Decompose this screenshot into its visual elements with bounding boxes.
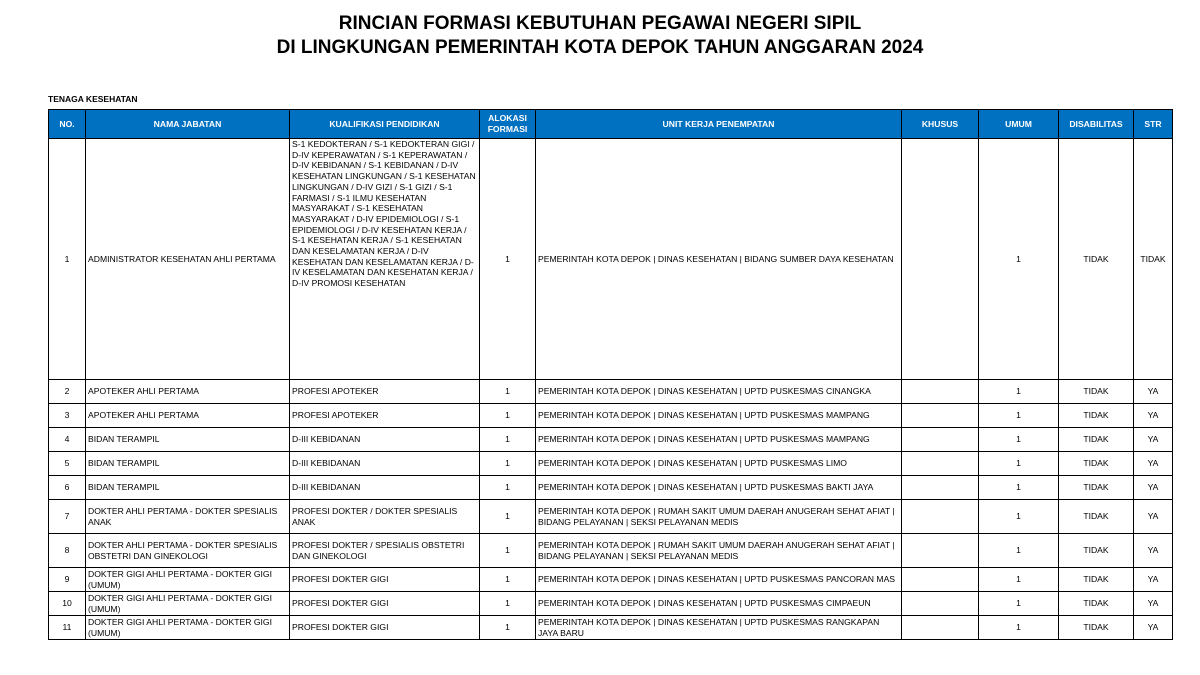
cell-kualifikasi: PROFESI DOKTER GIGI [290,568,480,592]
cell-disabilitas: TIDAK [1059,404,1134,428]
cell-umum: 1 [979,139,1059,380]
cell-disabilitas: TIDAK [1059,592,1134,616]
cell-no: 7 [49,500,86,534]
table-row [49,592,1173,616]
cell-disabilitas: TIDAK [1059,616,1134,640]
header-row [49,110,1173,139]
cell-umum: 1 [979,428,1059,452]
document-title [0,12,1200,60]
cell-umum: 1 [979,476,1059,500]
cell-alokasi: 1 [480,404,536,428]
cell-nama-jabatan: APOTEKER AHLI PERTAMA [86,404,290,428]
cell-umum: 1 [979,592,1059,616]
cell-str: YA [1134,592,1173,616]
table-row [49,568,1173,592]
cell-alokasi: 1 [480,428,536,452]
col-header-umum: UMUM [979,110,1059,139]
cell-khusus [902,404,979,428]
cell-kualifikasi: D-III KEBIDANAN [290,476,480,500]
cell-no: 10 [49,592,86,616]
cell-umum: 1 [979,616,1059,640]
cell-unit-kerja: PEMERINTAH KOTA DEPOK | DINAS KESEHATAN | UPTD PUSKESMAS MAMPANG [536,428,902,452]
table-row [49,534,1173,568]
col-header-kualifikasi: KUALIFIKASI PENDIDIKAN [290,110,480,139]
table-row [49,452,1173,476]
cell-nama-jabatan: ADMINISTRATOR KESEHATAN AHLI PERTAMA [86,139,290,380]
cell-str: YA [1134,404,1173,428]
cell-unit-kerja: PEMERINTAH KOTA DEPOK | DINAS KESEHATAN | UPTD PUSKESMAS CIMPAEUN [536,592,902,616]
cell-nama-jabatan: BIDAN TERAMPIL [86,428,290,452]
cell-umum: 1 [979,534,1059,568]
cell-alokasi: 1 [480,380,536,404]
cell-str: YA [1134,500,1173,534]
cell-kualifikasi: S-1 KEDOKTERAN / S-1 KEDOKTERAN GIGI / D-IV KEPERAWATAN / S-1 KEPERAWATAN / D-IV KEBIDANAN / S-1 KEBIDANAN / D-IV KESEHATAN LINGKUNGAN / S-1 KESEHATAN LINGKUNGAN / D-IV GIZI / S-1 GIZI / S-1 FARMASI / S-1 ILMU KESEHATAN MASYARAKAT / S-1 KESEHATAN MASYARAKAT / D-IV EPIDEMIOLOGI / S-1 EPIDEMIOLOGI / D-IV KESEHATAN KERJA / S-1 KESEHATAN KERJA / S-1 KESEHATAN DAN KESELAMATAN KERJA / D-IV KESEHATAN DAN KESELAMATAN KERJA / D-IV KESELAMATAN DAN KESEHATAN KERJA / D-IV PROMOSI KESEHATAN [290,139,480,380]
cell-disabilitas: TIDAK [1059,568,1134,592]
cell-str: YA [1134,568,1173,592]
cell-alokasi: 1 [480,500,536,534]
table-row [49,380,1173,404]
cell-khusus [902,592,979,616]
cell-unit-kerja: PEMERINTAH KOTA DEPOK | RUMAH SAKIT UMUM DAERAH ANUGERAH SEHAT AFIAT | BIDANG PELAYANAN | SEKSI PELAYANAN MEDIS [536,534,902,568]
table-row [49,428,1173,452]
cell-str: YA [1134,428,1173,452]
cell-no: 9 [49,568,86,592]
col-header-nama-jabatan: NAMA JABATAN [86,110,290,139]
cell-nama-jabatan: DOKTER GIGI AHLI PERTAMA - DOKTER GIGI (UMUM) [86,568,290,592]
formasi-table [48,109,1173,640]
cell-kualifikasi: D-III KEBIDANAN [290,428,480,452]
cell-unit-kerja: PEMERINTAH KOTA DEPOK | DINAS KESEHATAN | UPTD PUSKESMAS CINANGKA [536,380,902,404]
cell-umum: 1 [979,380,1059,404]
cell-unit-kerja: PEMERINTAH KOTA DEPOK | DINAS KESEHATAN | BIDANG SUMBER DAYA KESEHATAN [536,139,902,380]
col-header-no: NO. [49,110,86,139]
cell-no: 8 [49,534,86,568]
cell-khusus [902,380,979,404]
cell-khusus [902,452,979,476]
cell-str: YA [1134,380,1173,404]
cell-khusus [902,534,979,568]
cell-kualifikasi: PROFESI DOKTER GIGI [290,616,480,640]
cell-alokasi: 1 [480,534,536,568]
cell-kualifikasi: PROFESI DOKTER GIGI [290,592,480,616]
col-header-alokasi-line2: FORMASI [487,124,528,134]
cell-str: YA [1134,476,1173,500]
cell-nama-jabatan: DOKTER GIGI AHLI PERTAMA - DOKTER GIGI (UMUM) [86,592,290,616]
title-line-1: RINCIAN FORMASI KEBUTUHAN PEGAWAI NEGERI SIPIL [338,13,862,34]
cell-nama-jabatan: APOTEKER AHLI PERTAMA [86,380,290,404]
table-row [49,139,1173,380]
cell-khusus [902,139,979,380]
cell-disabilitas: TIDAK [1059,534,1134,568]
table-row [49,404,1173,428]
cell-alokasi: 1 [480,452,536,476]
cell-unit-kerja: PEMERINTAH KOTA DEPOK | DINAS KESEHATAN | UPTD PUSKESMAS PANCORAN MAS [536,568,902,592]
cell-disabilitas: TIDAK [1059,500,1134,534]
cell-khusus [902,428,979,452]
cell-alokasi: 1 [480,139,536,380]
col-header-alokasi [480,110,536,139]
cell-no: 5 [49,452,86,476]
title-line-2: DI LINGKUNGAN PEMERINTAH KOTA DEPOK TAHUN ANGGARAN 2024 [276,37,924,58]
cell-no: 6 [49,476,86,500]
cell-disabilitas: TIDAK [1059,428,1134,452]
cell-khusus [902,476,979,500]
cell-nama-jabatan: DOKTER AHLI PERTAMA - DOKTER SPESIALIS ANAK [86,500,290,534]
cell-nama-jabatan: BIDAN TERAMPIL [86,476,290,500]
cell-unit-kerja: PEMERINTAH KOTA DEPOK | DINAS KESEHATAN | UPTD PUSKESMAS MAMPANG [536,404,902,428]
cell-khusus [902,616,979,640]
cell-umum: 1 [979,404,1059,428]
col-header-str: STR [1134,110,1173,139]
cell-disabilitas: TIDAK [1059,476,1134,500]
cell-kualifikasi: PROFESI DOKTER / SPESIALIS OBSTETRI DAN GINEKOLOGI [290,534,480,568]
cell-disabilitas: TIDAK [1059,139,1134,380]
cell-unit-kerja: PEMERINTAH KOTA DEPOK | DINAS KESEHATAN | UPTD PUSKESMAS LIMO [536,452,902,476]
cell-no: 11 [49,616,86,640]
cell-no: 2 [49,380,86,404]
cell-str: YA [1134,616,1173,640]
cell-alokasi: 1 [480,476,536,500]
cell-nama-jabatan: BIDAN TERAMPIL [86,452,290,476]
col-header-unit-kerja: UNIT KERJA PENEMPATAN [536,110,902,139]
cell-umum: 1 [979,500,1059,534]
cell-nama-jabatan: DOKTER GIGI AHLI PERTAMA - DOKTER GIGI (UMUM) [86,616,290,640]
table-row [49,500,1173,534]
cell-disabilitas: TIDAK [1059,380,1134,404]
cell-alokasi: 1 [480,616,536,640]
cell-khusus [902,500,979,534]
cell-khusus [902,568,979,592]
cell-unit-kerja: PEMERINTAH KOTA DEPOK | DINAS KESEHATAN | UPTD PUSKESMAS BAKTI JAYA [536,476,902,500]
cell-kualifikasi: PROFESI APOTEKER [290,380,480,404]
cell-kualifikasi: D-III KEBIDANAN [290,452,480,476]
cell-unit-kerja: PEMERINTAH KOTA DEPOK | DINAS KESEHATAN | UPTD PUSKESMAS RANGKAPAN JAYA BARU [536,616,902,640]
cell-no: 4 [49,428,86,452]
cell-no: 1 [49,139,86,380]
cell-str: YA [1134,452,1173,476]
col-header-khusus: KHUSUS [902,110,979,139]
cell-umum: 1 [979,568,1059,592]
section-label: TENAGA KESEHATAN [48,94,138,104]
cell-alokasi: 1 [480,568,536,592]
cell-disabilitas: TIDAK [1059,452,1134,476]
table-row [49,616,1173,640]
cell-alokasi: 1 [480,592,536,616]
cell-str: TIDAK [1134,139,1173,380]
cell-kualifikasi: PROFESI APOTEKER [290,404,480,428]
col-header-disabilitas: DISABILITAS [1059,110,1134,139]
cell-kualifikasi: PROFESI DOKTER / DOKTER SPESIALIS ANAK [290,500,480,534]
cell-nama-jabatan: DOKTER AHLI PERTAMA - DOKTER SPESIALIS OBSTETRI DAN GINEKOLOGI [86,534,290,568]
cell-no: 3 [49,404,86,428]
cell-str: YA [1134,534,1173,568]
cell-unit-kerja: PEMERINTAH KOTA DEPOK | RUMAH SAKIT UMUM DAERAH ANUGERAH SEHAT AFIAT | BIDANG PELAYANAN | SEKSI PELAYANAN MEDIS [536,500,902,534]
cell-umum: 1 [979,452,1059,476]
table-row [49,476,1173,500]
col-header-alokasi-line1: ALOKASI [488,113,527,124]
